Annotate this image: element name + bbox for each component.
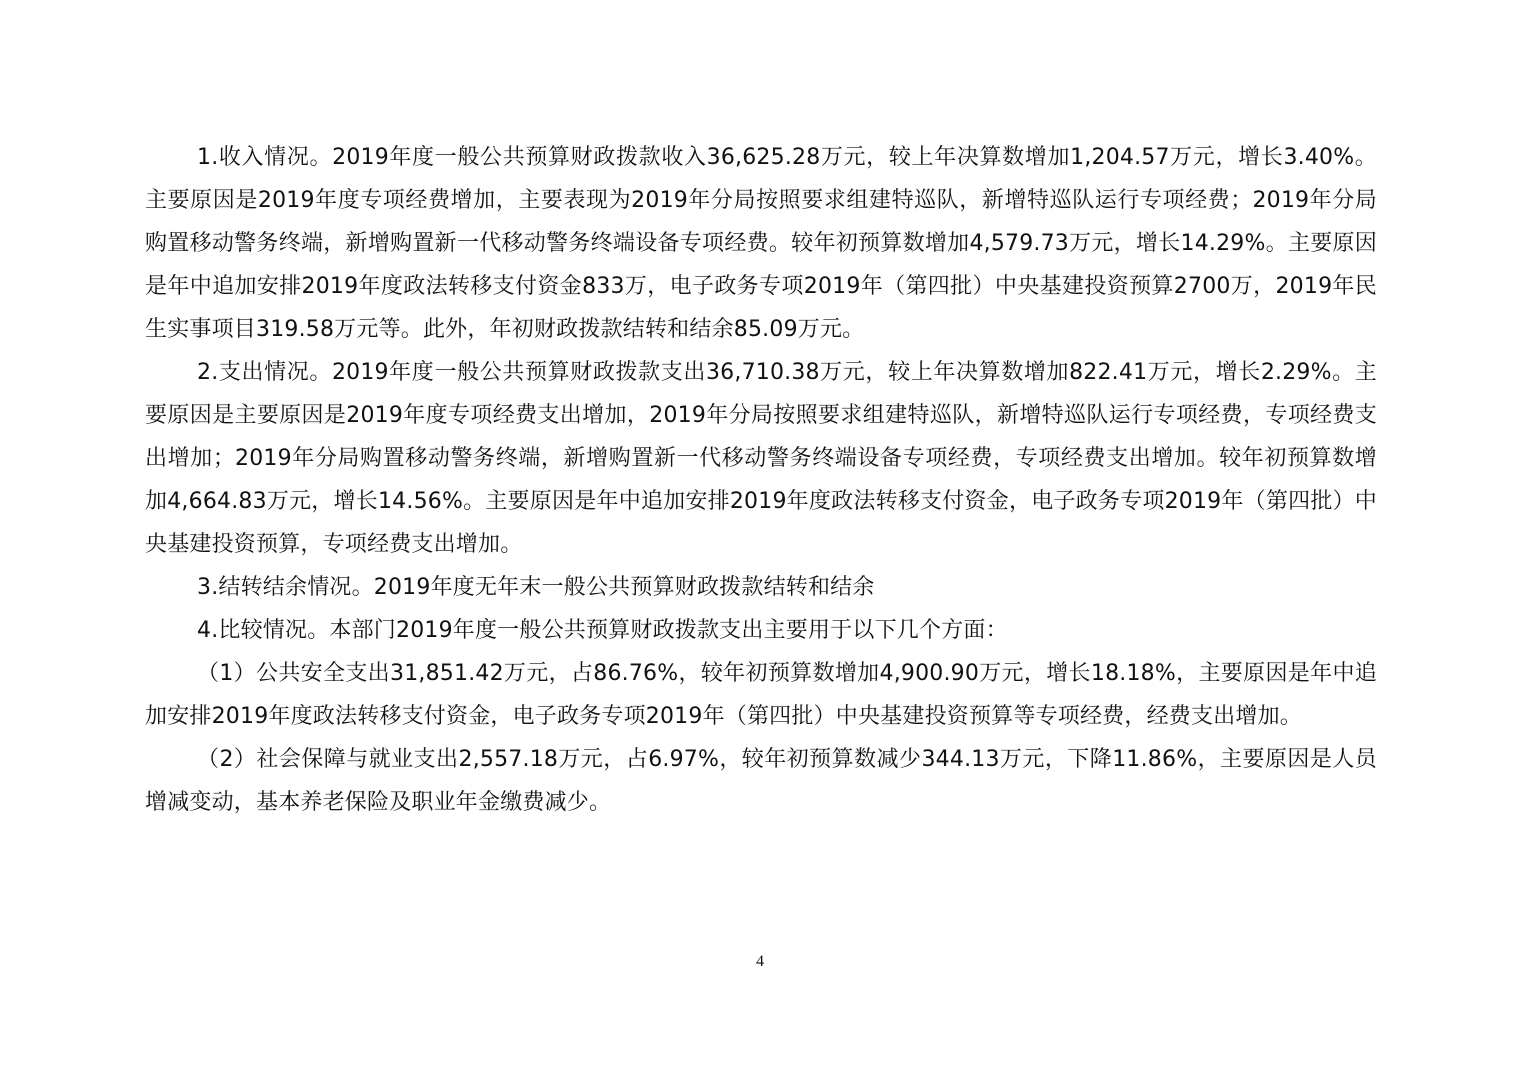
paragraph-carryover: 3.结转结余情况。2019年度无年末一般公共预算财政拨款结转和结余 bbox=[197, 575, 875, 600]
page-number: 4 bbox=[756, 953, 764, 970]
paragraph-expenditure: 2.支出情况。2019年度一般公共预算财政拨款支出36,710.38万元，较上年决算数增加822.41万元，增长2.29%。主要原因是主要原因是2019年度专项经费支出增加，2019年分局按照要求组建特巡队，新增特巡队运行专项经费，专项经费支出增加；2019年分局购置移动警务终端，新增购置新一代移动警务终端设备专项经费，专项经费支出增加。较年初预算数增加4,664.83万元，增长14.56%。主要原因是年中追加安排2019年度政法转移支付资金，电子政务专项2019年（第四批）中央基建投资预算，专项经费支出增加。 bbox=[145, 360, 1377, 557]
paragraph-social-security: （2）社会保障与就业支出2,557.18万元，占6.97%，较年初预算数减少344.13万元，下降11.86%，主要原因是人员增减变动，基本养老保险及职业年金缴费减少。 bbox=[145, 747, 1377, 815]
paragraph-income: 1.收入情况。2019年度一般公共预算财政拨款收入36,625.28万元，较上年决算数增加1,204.57万元，增长3.40%。主要原因是2019年度专项经费增加，主要表现为2019年分局按照要求组建特巡队，新增特巡队运行专项经费；2019年分局购置移动警务终端，新增购置新一代移动警务终端设备专项经费。较年初预算数增加4,579.73万元，增长14.29%。主要原因是年中追加安排2019年度政法转移支付资金833万，电子政务专项2019年（第四批）中央基建投资预算2700万，2019年民生实事项目319.58万元等。此外，年初财政拨款结转和结余85.09万元。 bbox=[145, 145, 1377, 342]
document-body bbox=[145, 136, 1377, 824]
paragraph-public-security: （1）公共安全支出31,851.42万元，占86.76%，较年初预算数增加4,900.90万元，增长18.18%，主要原因是年中追加安排2019年度政法转移支付资金，电子政务专项2019年（第四批）中央基建投资预算等专项经费，经费支出增加。 bbox=[145, 661, 1377, 729]
paragraph-comparison: 4.比较情况。本部门2019年度一般公共预算财政拨款支出主要用于以下几个方面： bbox=[197, 618, 1008, 643]
